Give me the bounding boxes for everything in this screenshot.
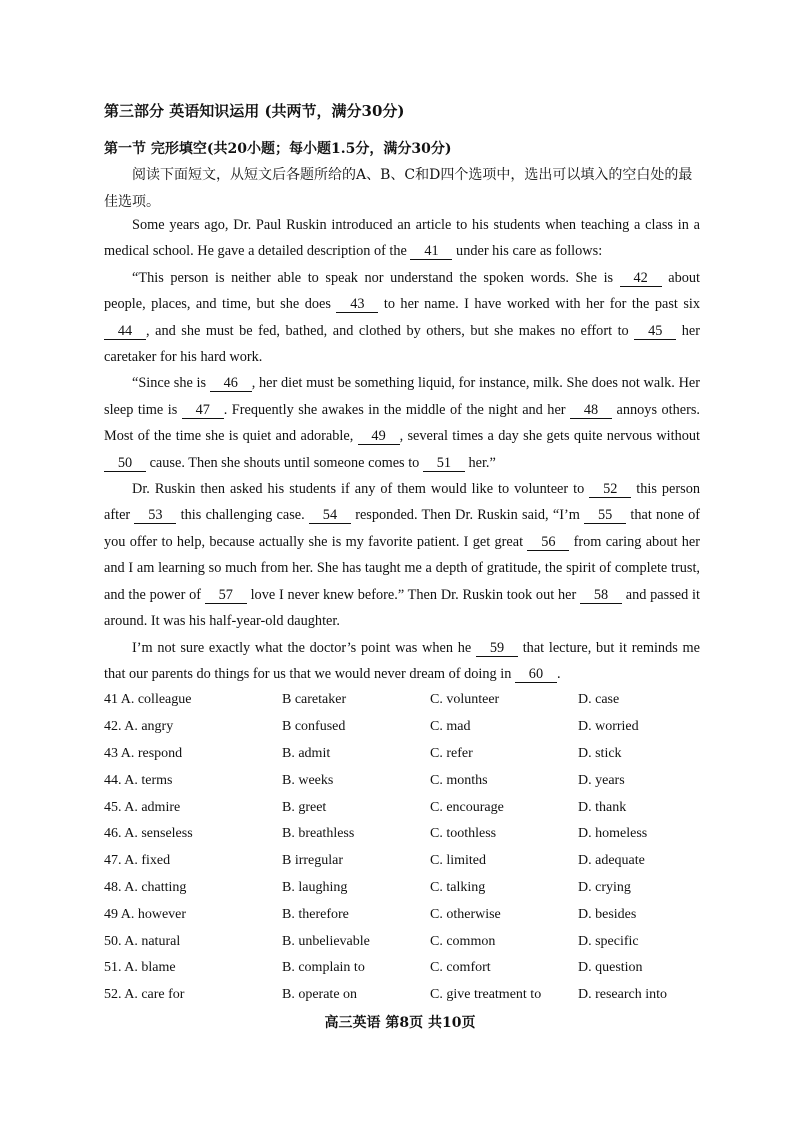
option-b: B. weeks — [282, 772, 334, 788]
blank-46: 46 — [210, 376, 252, 392]
option-c: C. toothless — [430, 826, 497, 842]
option-row — [104, 741, 704, 768]
blank-47: 47 — [182, 403, 224, 419]
option-d: D. specific — [578, 933, 639, 949]
blank-51: 51 — [423, 456, 465, 472]
option-row — [104, 794, 704, 821]
blank-44: 44 — [104, 324, 146, 340]
option-a: 43 A. respond — [104, 745, 183, 761]
option-d: D. question — [578, 960, 643, 976]
option-a: 48. A. chatting — [104, 879, 187, 895]
blank-60: 60 — [515, 667, 557, 683]
paragraph-3: “Since she is 46 , her diet must be something liquid, for instance, milk. She does not walk. Her sleep time is 47 . Frequently she awakes in the middle of the night and her 48 annoys others. Most of the time she is quiet and adorable, 49 , several times a day she gets quite nervous without 50 cause. Then she shouts until someone comes to 51 her.” — [104, 375, 701, 471]
page-footer: 高三英语 第8页 共10页 — [324, 1015, 476, 1031]
instructions: 阅读下面短文，从短文后各题所给的A、B、C和D四个选项中，选出可以填入的空白处的最佳选项。 — [104, 167, 693, 210]
blank-42: 42 — [620, 271, 662, 287]
option-a: 42. A. angry — [104, 719, 174, 735]
option-row — [104, 982, 704, 1009]
option-c: C. mad — [430, 719, 471, 735]
option-row — [104, 928, 704, 955]
paragraph-2: “This person is neither able to speak nor understand the spoken words. She is 42 about people, places, and time, but she does 43 to her name. I have worked with her for the past six 44 , and she must be fed, bathed, and clothed by others, but she makes no effort to 45 her caretaker for his hard work. — [104, 269, 700, 366]
option-row — [104, 848, 704, 875]
blank-45: 45 — [634, 324, 676, 340]
option-d: D. stick — [578, 745, 622, 761]
option-row — [104, 687, 704, 714]
option-b: B. operate on — [282, 987, 358, 1003]
option-d: D. thank — [578, 799, 627, 815]
option-d: D. case — [578, 692, 620, 708]
blank-54: 54 — [309, 508, 351, 524]
option-d: D. crying — [578, 879, 631, 895]
blank-59: 59 — [476, 641, 518, 657]
option-c: C. talking — [430, 879, 486, 895]
option-d: D. besides — [578, 906, 637, 922]
blank-52: 52 — [589, 482, 631, 498]
option-d: D. homeless — [578, 826, 648, 842]
option-a: 51. A. blame — [104, 960, 176, 976]
blank-58: 58 — [580, 588, 622, 604]
blank-49: 49 — [358, 429, 400, 445]
option-c: C. comfort — [430, 960, 491, 976]
blank-57: 57 — [205, 588, 247, 604]
option-b: B confused — [282, 719, 346, 735]
blank-50: 50 — [104, 456, 146, 472]
option-b: B. complain to — [282, 960, 365, 976]
option-a: 49 A. however — [104, 906, 187, 922]
option-b: B caretaker — [282, 692, 347, 708]
answer-options — [104, 687, 704, 1009]
option-a: 50. A. natural — [104, 933, 181, 949]
option-a: 41 A. colleague — [104, 692, 192, 708]
option-b: B. laughing — [282, 879, 348, 895]
option-row — [104, 901, 704, 928]
option-row — [104, 955, 704, 982]
option-b: B. breathless — [282, 826, 355, 842]
part-title: 第三部分 英语知识运用 (共两节，满分30分) — [104, 102, 405, 120]
option-b: B. admit — [282, 745, 331, 761]
option-row — [104, 714, 704, 741]
option-c: C. otherwise — [430, 906, 501, 922]
option-c: C. give treatment to — [430, 987, 542, 1003]
option-row — [104, 875, 704, 902]
option-a: 47. A. fixed — [104, 853, 171, 869]
option-d: D. adequate — [578, 853, 645, 869]
paragraph-1: Some years ago, Dr. Paul Ruskin introduced an article to his students when teaching a class in a medical school. He gave a detailed description of the 41 under his care as follows: — [104, 217, 700, 260]
option-b: B. therefore — [282, 906, 349, 922]
blank-56: 56 — [527, 535, 569, 551]
option-c: C. months — [430, 772, 488, 788]
blank-43: 43 — [336, 297, 378, 313]
blank-55: 55 — [584, 508, 626, 524]
paragraph-5: I’m not sure exactly what the doctor’s point was when he 59 that lecture, but it reminds me that our parents do things for us that we would never dream of doing in 60 . — [104, 639, 700, 682]
option-b: B irregular — [282, 853, 344, 869]
option-a: 44. A. terms — [104, 772, 173, 788]
paragraph-4: Dr. Ruskin then asked his students if any of them would like to volunteer to 52 this person after 53 this challenging case. 54 responded. Then Dr. Ruskin said, “I’m 55 that none of you offer to help, because actually she is my favorite patient. I get great 56 from caring about her and I am learning so much from her. She has taught me a depth of gratitude, the spirit of complete trust, and the power of 57 love I never knew before.” Then Dr. Ruskin took out her 58 and passed it around. It was his half-year-old daughter. — [104, 481, 701, 630]
option-c: C. refer — [430, 745, 473, 761]
option-c: C. encourage — [430, 799, 504, 815]
option-row — [104, 821, 704, 848]
section-title: 第一节 完形填空(共20小题；每小题1.5分，满分30分) — [104, 141, 452, 157]
blank-41: 41 — [410, 244, 452, 260]
option-a: 52. A. care for — [104, 987, 185, 1003]
option-d: D. years — [578, 772, 625, 788]
option-c: C. volunteer — [430, 692, 500, 708]
option-a: 45. A. admire — [104, 799, 181, 815]
option-c: C. common — [430, 933, 496, 949]
option-b: B. unbelievable — [282, 933, 370, 949]
option-b: B. greet — [282, 799, 327, 815]
option-d: D. research into — [578, 987, 668, 1003]
option-a: 46. A. senseless — [104, 826, 193, 842]
cloze-passage — [104, 212, 700, 687]
option-row — [104, 767, 704, 794]
blank-53: 53 — [134, 508, 176, 524]
option-c: C. limited — [430, 853, 486, 869]
option-d: D. worried — [578, 719, 639, 735]
blank-48: 48 — [570, 403, 612, 419]
